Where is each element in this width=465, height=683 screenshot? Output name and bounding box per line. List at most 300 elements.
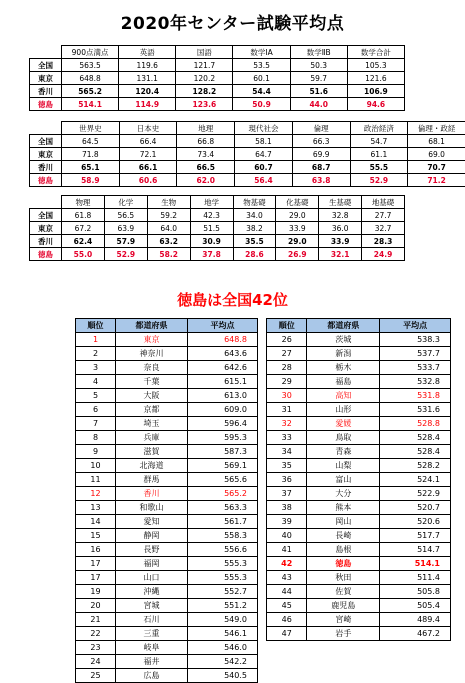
- prefecture-cell: 鳥取: [307, 431, 380, 445]
- rank-cell: 46: [267, 613, 307, 627]
- table-row: [76, 361, 258, 375]
- header-row: [267, 319, 451, 333]
- table-row: [76, 431, 258, 445]
- header-row: [30, 196, 405, 209]
- prefecture-cell: 滋賀: [116, 445, 188, 459]
- score-cell: 489.4: [380, 613, 451, 627]
- row-label: 全国: [30, 135, 62, 148]
- row-label: 徳島: [30, 98, 62, 111]
- column-header: 都道府県: [307, 319, 380, 333]
- table-row: [30, 148, 465, 161]
- score-cell: 642.6: [188, 361, 258, 375]
- score-cell: 514.1: [380, 557, 451, 571]
- rank-cell: 30: [267, 389, 307, 403]
- score-cell: 34.0: [233, 209, 276, 222]
- score-cell: 28.3: [362, 235, 405, 248]
- rank-cell: 5: [76, 389, 116, 403]
- prefecture-cell: 高知: [307, 389, 380, 403]
- score-cell: 24.9: [362, 248, 405, 261]
- prefecture-cell: 京都: [116, 403, 188, 417]
- table-row: [267, 333, 451, 347]
- score-cell: 28.6: [233, 248, 276, 261]
- row-label: 徳島: [30, 248, 62, 261]
- table-row: [30, 235, 405, 248]
- prefecture-cell: 大分: [307, 487, 380, 501]
- score-cell: 648.8: [62, 72, 119, 85]
- rank-cell: 37: [267, 487, 307, 501]
- score-cell: 511.4: [380, 571, 451, 585]
- table-row: [30, 72, 405, 85]
- table-row: [76, 403, 258, 417]
- table-row: [76, 501, 258, 515]
- score-cell: 505.8: [380, 585, 451, 599]
- score-cell: 549.0: [188, 613, 258, 627]
- score-cell: 555.3: [188, 557, 258, 571]
- table-row: [76, 515, 258, 529]
- table-row: [267, 627, 451, 641]
- score-cell: 58.9: [62, 174, 120, 187]
- rank-cell: 36: [267, 473, 307, 487]
- rank-cell: 24: [76, 655, 116, 669]
- column-header: 数学ⅡB: [290, 46, 347, 59]
- score-cell: 60.6: [119, 174, 177, 187]
- score-cell: 71.2: [408, 174, 465, 187]
- column-header: 倫理・政経: [408, 122, 465, 135]
- prefecture-cell: 福井: [116, 655, 188, 669]
- score-cell: 33.9: [319, 235, 362, 248]
- score-cell: 563.3: [188, 501, 258, 515]
- table-row: [30, 222, 405, 235]
- prefecture-cell: 愛知: [116, 515, 188, 529]
- score-cell: 105.3: [347, 59, 404, 72]
- rank-cell: 31: [267, 403, 307, 417]
- prefecture-cell: 宮崎: [307, 613, 380, 627]
- rank-cell: 25: [76, 669, 116, 683]
- prefecture-cell: 兵庫: [116, 431, 188, 445]
- table-row: [267, 389, 451, 403]
- table-row: [267, 515, 451, 529]
- table-row: [267, 459, 451, 473]
- table-row: [267, 585, 451, 599]
- prefecture-cell: 岩手: [307, 627, 380, 641]
- score-cell: 56.4: [235, 174, 293, 187]
- score-cell: 532.8: [380, 375, 451, 389]
- rank-cell: 32: [267, 417, 307, 431]
- prefecture-cell: 東京: [116, 333, 188, 347]
- table-row: [76, 445, 258, 459]
- score-cell: 63.9: [104, 222, 147, 235]
- rank-cell: 26: [267, 333, 307, 347]
- score-cell: 56.5: [104, 209, 147, 222]
- rank-cell: 23: [76, 641, 116, 655]
- score-cell: 42.3: [190, 209, 233, 222]
- rank-cell: 6: [76, 403, 116, 417]
- score-cell: 531.6: [380, 403, 451, 417]
- prefecture-cell: 熊本: [307, 501, 380, 515]
- ranking-table-left: [75, 318, 258, 683]
- score-cell: 62.4: [62, 235, 105, 248]
- prefecture-cell: 佐賀: [307, 585, 380, 599]
- rank-cell: 38: [267, 501, 307, 515]
- table-row: [76, 585, 258, 599]
- score-cell: 54.7: [350, 135, 408, 148]
- column-header: 世界史: [62, 122, 120, 135]
- column-header: 順位: [76, 319, 116, 333]
- score-cell: 60.7: [235, 161, 293, 174]
- rank-cell: 16: [76, 543, 116, 557]
- table-row: [267, 529, 451, 543]
- column-header: 数学ⅠA: [233, 46, 290, 59]
- table-row: [267, 599, 451, 613]
- rank-cell: 1: [76, 333, 116, 347]
- score-cell: 57.9: [104, 235, 147, 248]
- score-cell: 59.2: [147, 209, 190, 222]
- score-cell: 30.9: [190, 235, 233, 248]
- score-cell: 51.6: [290, 85, 347, 98]
- table-row: [30, 248, 405, 261]
- score-cell: 520.7: [380, 501, 451, 515]
- row-label: 全国: [30, 59, 62, 72]
- table-row: [267, 403, 451, 417]
- table-row: [267, 417, 451, 431]
- score-cell: 528.4: [380, 445, 451, 459]
- column-header: 政治経済: [350, 122, 408, 135]
- table-row: [267, 501, 451, 515]
- rank-cell: 2: [76, 347, 116, 361]
- rank-cell: 22: [76, 627, 116, 641]
- score-cell: 66.4: [119, 135, 177, 148]
- rank-cell: 14: [76, 515, 116, 529]
- score-cell: 528.2: [380, 459, 451, 473]
- score-cell: 69.0: [408, 148, 465, 161]
- score-cell: 540.5: [188, 669, 258, 683]
- score-cell: 66.3: [292, 135, 350, 148]
- score-table-main-subjects: [29, 45, 405, 111]
- prefecture-cell: 長崎: [307, 529, 380, 543]
- table-row: [76, 333, 258, 347]
- score-table-science: [29, 195, 405, 261]
- table-row: [30, 85, 405, 98]
- prefecture-cell: 沖縄: [116, 585, 188, 599]
- score-cell: 565.2: [188, 487, 258, 501]
- score-cell: 123.6: [176, 98, 233, 111]
- prefecture-cell: 青森: [307, 445, 380, 459]
- score-cell: 551.2: [188, 599, 258, 613]
- score-cell: 595.3: [188, 431, 258, 445]
- score-cell: 563.5: [62, 59, 119, 72]
- row-label: 香川: [30, 85, 62, 98]
- score-cell: 596.4: [188, 417, 258, 431]
- score-cell: 121.7: [176, 59, 233, 72]
- rank-cell: 10: [76, 459, 116, 473]
- corner-cell: [30, 122, 62, 135]
- column-header: 順位: [267, 319, 307, 333]
- score-cell: 643.6: [188, 347, 258, 361]
- score-cell: 66.1: [119, 161, 177, 174]
- rank-cell: 7: [76, 417, 116, 431]
- score-cell: 32.1: [319, 248, 362, 261]
- score-cell: 55.5: [350, 161, 408, 174]
- score-cell: 120.4: [119, 85, 176, 98]
- score-cell: 561.7: [188, 515, 258, 529]
- table-row: [76, 655, 258, 669]
- corner-cell: [30, 196, 62, 209]
- score-cell: 587.3: [188, 445, 258, 459]
- header-row: [30, 122, 465, 135]
- column-header: 化基礎: [276, 196, 319, 209]
- rank-cell: 42: [267, 557, 307, 571]
- table-row: [76, 669, 258, 683]
- column-header: 化学: [104, 196, 147, 209]
- rank-cell: 15: [76, 529, 116, 543]
- row-label: 東京: [30, 222, 62, 235]
- score-cell: 26.9: [276, 248, 319, 261]
- table-row: [76, 543, 258, 557]
- prefecture-cell: 山口: [116, 571, 188, 585]
- prefecture-cell: 広島: [116, 669, 188, 683]
- column-header: 数学合計: [347, 46, 404, 59]
- score-cell: 67.2: [62, 222, 105, 235]
- prefecture-cell: 福岡: [116, 557, 188, 571]
- score-cell: 131.1: [119, 72, 176, 85]
- score-cell: 555.3: [188, 571, 258, 585]
- score-cell: 52.9: [104, 248, 147, 261]
- score-cell: 69.9: [292, 148, 350, 161]
- score-cell: 32.7: [362, 222, 405, 235]
- rank-cell: 47: [267, 627, 307, 641]
- column-header: 物理: [62, 196, 105, 209]
- row-label: 香川: [30, 161, 62, 174]
- rank-cell: 28: [267, 361, 307, 375]
- score-cell: 66.8: [177, 135, 235, 148]
- table-row: [76, 627, 258, 641]
- rank-cell: 4: [76, 375, 116, 389]
- prefecture-cell: 長野: [116, 543, 188, 557]
- rank-cell: 17: [76, 571, 116, 585]
- prefecture-cell: 島根: [307, 543, 380, 557]
- row-label: 香川: [30, 235, 62, 248]
- headline: 徳島は全国42位: [0, 289, 465, 310]
- score-cell: 505.4: [380, 599, 451, 613]
- score-cell: 609.0: [188, 403, 258, 417]
- prefecture-cell: 神奈川: [116, 347, 188, 361]
- rank-cell: 27: [267, 347, 307, 361]
- table-row: [76, 473, 258, 487]
- score-cell: 528.4: [380, 431, 451, 445]
- table-row: [267, 445, 451, 459]
- score-cell: 55.0: [62, 248, 105, 261]
- table-row: [267, 361, 451, 375]
- score-cell: 94.6: [347, 98, 404, 111]
- score-cell: 50.9: [233, 98, 290, 111]
- score-cell: 533.7: [380, 361, 451, 375]
- score-cell: 119.6: [119, 59, 176, 72]
- score-cell: 64.7: [235, 148, 293, 161]
- column-header: 地学: [190, 196, 233, 209]
- rank-cell: 8: [76, 431, 116, 445]
- score-cell: 524.1: [380, 473, 451, 487]
- column-header: 平均点: [188, 319, 258, 333]
- column-header: 日本史: [119, 122, 177, 135]
- table-row: [76, 641, 258, 655]
- rank-cell: 12: [76, 487, 116, 501]
- table-row: [30, 59, 405, 72]
- score-cell: 37.8: [190, 248, 233, 261]
- prefecture-cell: 徳島: [307, 557, 380, 571]
- score-cell: 44.0: [290, 98, 347, 111]
- score-cell: 27.7: [362, 209, 405, 222]
- prefecture-cell: 北海道: [116, 459, 188, 473]
- prefecture-cell: 新潟: [307, 347, 380, 361]
- rank-cell: 33: [267, 431, 307, 445]
- column-header: 倫理: [292, 122, 350, 135]
- score-cell: 65.1: [62, 161, 120, 174]
- score-cell: 542.2: [188, 655, 258, 669]
- header-row: [76, 319, 258, 333]
- prefecture-cell: 岡山: [307, 515, 380, 529]
- score-cell: 33.9: [276, 222, 319, 235]
- rank-cell: 29: [267, 375, 307, 389]
- score-cell: 546.0: [188, 641, 258, 655]
- table-row: [267, 487, 451, 501]
- score-cell: 29.0: [276, 235, 319, 248]
- prefecture-cell: 福島: [307, 375, 380, 389]
- table-row: [76, 529, 258, 543]
- prefecture-cell: 埼玉: [116, 417, 188, 431]
- score-cell: 120.2: [176, 72, 233, 85]
- row-label: 全国: [30, 209, 62, 222]
- column-header: 英語: [119, 46, 176, 59]
- rank-cell: 19: [76, 585, 116, 599]
- ranking-table-right: [266, 318, 451, 641]
- score-cell: 73.4: [177, 148, 235, 161]
- rank-cell: 3: [76, 361, 116, 375]
- score-cell: 556.6: [188, 543, 258, 557]
- score-cell: 35.5: [233, 235, 276, 248]
- table-row: [267, 473, 451, 487]
- score-cell: 613.0: [188, 389, 258, 403]
- prefecture-cell: 宮城: [116, 599, 188, 613]
- score-cell: 58.1: [235, 135, 293, 148]
- score-cell: 61.8: [62, 209, 105, 222]
- table-row: [30, 174, 465, 187]
- table-row: [76, 571, 258, 585]
- score-cell: 60.1: [233, 72, 290, 85]
- table-row: [30, 161, 465, 174]
- score-cell: 58.2: [147, 248, 190, 261]
- score-cell: 128.2: [176, 85, 233, 98]
- score-cell: 538.3: [380, 333, 451, 347]
- rank-cell: 21: [76, 613, 116, 627]
- score-cell: 537.7: [380, 347, 451, 361]
- table-row: [267, 557, 451, 571]
- rank-cell: 17: [76, 557, 116, 571]
- column-header: 都道府県: [116, 319, 188, 333]
- column-header: 平均点: [380, 319, 451, 333]
- prefecture-cell: 香川: [116, 487, 188, 501]
- score-cell: 114.9: [119, 98, 176, 111]
- prefecture-cell: 山梨: [307, 459, 380, 473]
- table-row: [267, 375, 451, 389]
- score-cell: 62.0: [177, 174, 235, 187]
- score-cell: 514.7: [380, 543, 451, 557]
- score-cell: 615.1: [188, 375, 258, 389]
- rank-cell: 43: [267, 571, 307, 585]
- column-header: 国語: [176, 46, 233, 59]
- score-cell: 50.3: [290, 59, 347, 72]
- score-cell: 514.1: [62, 98, 119, 111]
- table-row: [30, 209, 405, 222]
- prefecture-cell: 三重: [116, 627, 188, 641]
- page-title: 2020年センター試験平均点: [0, 9, 465, 34]
- score-cell: 528.8: [380, 417, 451, 431]
- rank-cell: 44: [267, 585, 307, 599]
- table-row: [76, 417, 258, 431]
- rank-cell: 9: [76, 445, 116, 459]
- score-cell: 569.1: [188, 459, 258, 473]
- column-header: 現代社会: [235, 122, 293, 135]
- score-cell: 32.8: [319, 209, 362, 222]
- score-cell: 522.9: [380, 487, 451, 501]
- score-cell: 66.5: [177, 161, 235, 174]
- prefecture-cell: 鹿児島: [307, 599, 380, 613]
- row-label: 徳島: [30, 174, 62, 187]
- prefecture-cell: 静岡: [116, 529, 188, 543]
- score-cell: 546.1: [188, 627, 258, 641]
- score-cell: 121.6: [347, 72, 404, 85]
- prefecture-cell: 大阪: [116, 389, 188, 403]
- rank-cell: 45: [267, 599, 307, 613]
- score-cell: 52.9: [350, 174, 408, 187]
- table-row: [76, 557, 258, 571]
- score-cell: 63.8: [292, 174, 350, 187]
- row-label: 東京: [30, 148, 62, 161]
- score-cell: 531.8: [380, 389, 451, 403]
- score-cell: 68.7: [292, 161, 350, 174]
- column-header: 地理: [177, 122, 235, 135]
- score-cell: 53.5: [233, 59, 290, 72]
- prefecture-cell: 群馬: [116, 473, 188, 487]
- score-cell: 558.3: [188, 529, 258, 543]
- rank-cell: 20: [76, 599, 116, 613]
- rank-cell: 13: [76, 501, 116, 515]
- column-header: 物基礎: [233, 196, 276, 209]
- table-row: [76, 459, 258, 473]
- column-header: 生基礎: [319, 196, 362, 209]
- prefecture-cell: 千葉: [116, 375, 188, 389]
- score-cell: 72.1: [119, 148, 177, 161]
- score-cell: 520.6: [380, 515, 451, 529]
- column-header: 地基礎: [362, 196, 405, 209]
- score-cell: 59.7: [290, 72, 347, 85]
- table-row: [76, 487, 258, 501]
- prefecture-cell: 和歌山: [116, 501, 188, 515]
- table-row: [76, 347, 258, 361]
- score-cell: 68.1: [408, 135, 465, 148]
- rank-cell: 39: [267, 515, 307, 529]
- column-header: 900点満点: [62, 46, 119, 59]
- prefecture-cell: 愛媛: [307, 417, 380, 431]
- table-row: [267, 543, 451, 557]
- score-cell: 565.6: [188, 473, 258, 487]
- column-header: 生物: [147, 196, 190, 209]
- prefecture-cell: 富山: [307, 473, 380, 487]
- table-row: [267, 431, 451, 445]
- rank-cell: 11: [76, 473, 116, 487]
- prefecture-cell: 石川: [116, 613, 188, 627]
- prefecture-cell: 茨城: [307, 333, 380, 347]
- score-cell: 552.7: [188, 585, 258, 599]
